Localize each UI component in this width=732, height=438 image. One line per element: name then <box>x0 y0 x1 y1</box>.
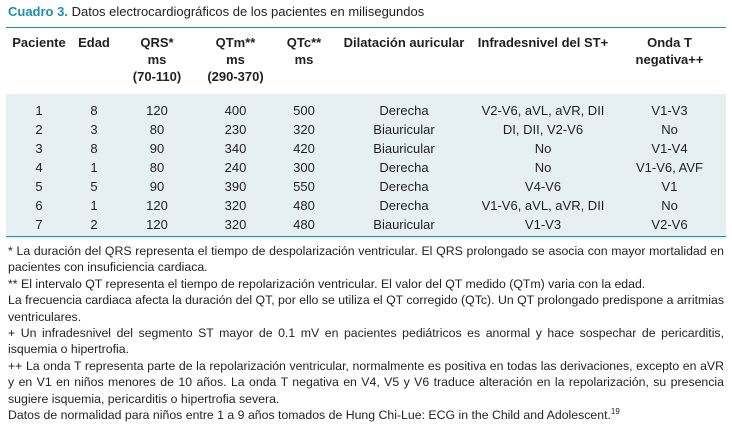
cell-qtm: 390 <box>224 179 247 194</box>
cell-qtc: 550 <box>293 179 315 194</box>
top-rule <box>6 27 726 28</box>
cell-qtm: 240 <box>224 160 247 175</box>
table-row <box>6 196 726 215</box>
cell-edad: 2 <box>90 217 98 232</box>
table-row <box>6 158 726 177</box>
cell-edad: 1 <box>90 160 98 175</box>
footnote-qt: ** El intervalo QT representa el tiempo de repolarización ventricular. El valor del QT medido (QTm) varia con la edad. <box>8 276 646 291</box>
table-row <box>6 215 726 234</box>
header-qtm <box>198 34 273 94</box>
caption-number: Cuadro 3. <box>8 4 68 19</box>
table-header-row <box>6 34 726 94</box>
cell-ondat: V2-V6 <box>651 217 688 232</box>
cell-dilatacion: Derecha <box>379 103 429 118</box>
footnote-source-text: Datos de normalidad para niños entre 1 a 9 años tomados de Hung Chi-Lue: ECG in the Child and Adolescent. <box>8 408 611 423</box>
cell-paciente: 6 <box>35 198 43 213</box>
table-row <box>6 139 726 158</box>
table-caption <box>8 3 424 20</box>
cell-qtm: 320 <box>224 217 247 232</box>
header-qtm-unit: ms <box>226 52 245 67</box>
header-edad: Edad <box>78 35 110 50</box>
header-paciente: Paciente <box>12 35 66 50</box>
header-qrs-range: (70-110) <box>132 69 182 84</box>
footnote-qrs: * La duración del QRS representa el tiempo de despolarización ventricular. El QRS prolongado se asocia con mayor mortalidad en pacientes con insuficiencia cardiaca. <box>8 244 724 275</box>
cell-infradesnivel: No <box>534 141 552 156</box>
table-row <box>6 177 726 196</box>
cell-qrs: 120 <box>146 198 168 213</box>
cell-qrs: 80 <box>149 122 165 137</box>
header-qrs-label: QRS* <box>140 35 174 50</box>
cell-infradesnivel: DI, DII, V2-V6 <box>502 122 584 137</box>
cell-qtm: 340 <box>224 141 247 156</box>
cell-infradesnivel: V1-V3 <box>524 217 562 232</box>
cell-edad: 1 <box>90 198 98 213</box>
cell-qtc: 320 <box>293 122 315 137</box>
cell-qtm: 400 <box>224 103 247 118</box>
cell-qtc: 300 <box>293 160 315 175</box>
cell-infradesnivel: V2-V6, aVL, aVR, DII <box>481 103 605 118</box>
cell-ondat: V1-V6, AVF <box>636 160 703 175</box>
cell-paciente: 2 <box>35 122 43 137</box>
cell-qtm: 230 <box>224 122 247 137</box>
cell-dilatacion: Biauricular <box>373 217 435 232</box>
cell-qrs: 80 <box>149 160 165 175</box>
cell-qtc: 480 <box>293 217 315 232</box>
header-ondat: Onda T negativa++ <box>635 35 704 67</box>
header-qrs <box>116 34 198 94</box>
cell-dilatacion: Derecha <box>379 198 429 213</box>
reference-number: 19 <box>610 406 620 416</box>
cell-qrs: 90 <box>149 141 165 156</box>
header-qtc <box>273 34 335 94</box>
cell-edad: 8 <box>90 103 98 118</box>
header-infradesnivel: Infradesnivel del ST+ <box>477 35 609 50</box>
cell-edad: 8 <box>90 141 98 156</box>
footnote-st: + Un infradesnivel del segmento ST mayor de 0.1 mV en pacientes pediátricos es anormal y hace sospechar de pericarditis, isquemia o hipertrofia. <box>8 326 724 357</box>
cell-paciente: 4 <box>35 160 43 175</box>
cell-qrs: 120 <box>146 103 168 118</box>
bottom-rule <box>6 236 726 237</box>
header-qrs-unit: ms <box>147 52 167 67</box>
header-qtc-unit: ms <box>294 52 314 67</box>
header-dilatacion: Dilatación auricular <box>343 35 465 50</box>
cell-qrs: 90 <box>149 179 165 194</box>
cell-dilatacion: Derecha <box>379 179 429 194</box>
cell-infradesnivel: V1-V6, aVL, aVR, DII <box>481 198 605 213</box>
table-row <box>6 101 726 120</box>
cell-qrs: 120 <box>146 217 168 232</box>
cell-ondat: V1-V3 <box>651 103 688 118</box>
cell-qtc: 500 <box>293 103 315 118</box>
cell-dilatacion: Biauricular <box>373 122 435 137</box>
cell-paciente: 5 <box>35 179 43 194</box>
cell-ondat: No <box>661 198 678 213</box>
header-qtm-label: QTm** <box>215 35 256 50</box>
header-qtc-label: QTc** <box>286 35 322 50</box>
ecg-data-table <box>6 34 726 239</box>
table-body <box>6 94 726 239</box>
cell-edad: 5 <box>90 179 98 194</box>
footnote-qtc: La frecuencia cardiaca afecta la duración del QT, por ello se utiliza el QT corregido (QTc). Un QT prolongado predispone a arritmias ventriculares. <box>8 293 724 324</box>
cell-paciente: 7 <box>35 217 43 232</box>
footnote-onda-t: ++ La onda T representa parte de la repolarización ventricular, normalmente es positiva en todas las derivaciones, excepto en aVR y en V1 en niños menores de 10 años. La onda T negativa en V4, V5 y V6 traduce alteración en la repolarización, su presencia sugiere isquemia, pericarditis o hipertrofia severa. <box>8 358 724 406</box>
cell-paciente: 1 <box>35 103 43 118</box>
cell-qtc: 480 <box>293 198 315 213</box>
cell-qtc: 420 <box>293 141 315 156</box>
cell-edad: 3 <box>90 122 98 137</box>
cell-ondat: No <box>661 122 678 137</box>
cell-infradesnivel: V4-V6 <box>524 179 562 194</box>
footnote-source <box>8 407 724 423</box>
cell-ondat: V1 <box>661 179 678 194</box>
caption-text: Datos electrocardiográficos de los pacientes en milisegundos <box>71 4 425 19</box>
cell-dilatacion: Derecha <box>379 160 429 175</box>
table-footnotes <box>8 243 724 423</box>
cell-dilatacion: Biauricular <box>373 141 435 156</box>
cell-qtm: 320 <box>224 198 247 213</box>
header-qtm-range: (290-370) <box>207 69 264 84</box>
table-row <box>6 120 726 139</box>
cell-paciente: 3 <box>35 141 43 156</box>
cell-infradesnivel: No <box>534 160 552 175</box>
cell-ondat: V1-V4 <box>651 141 688 156</box>
